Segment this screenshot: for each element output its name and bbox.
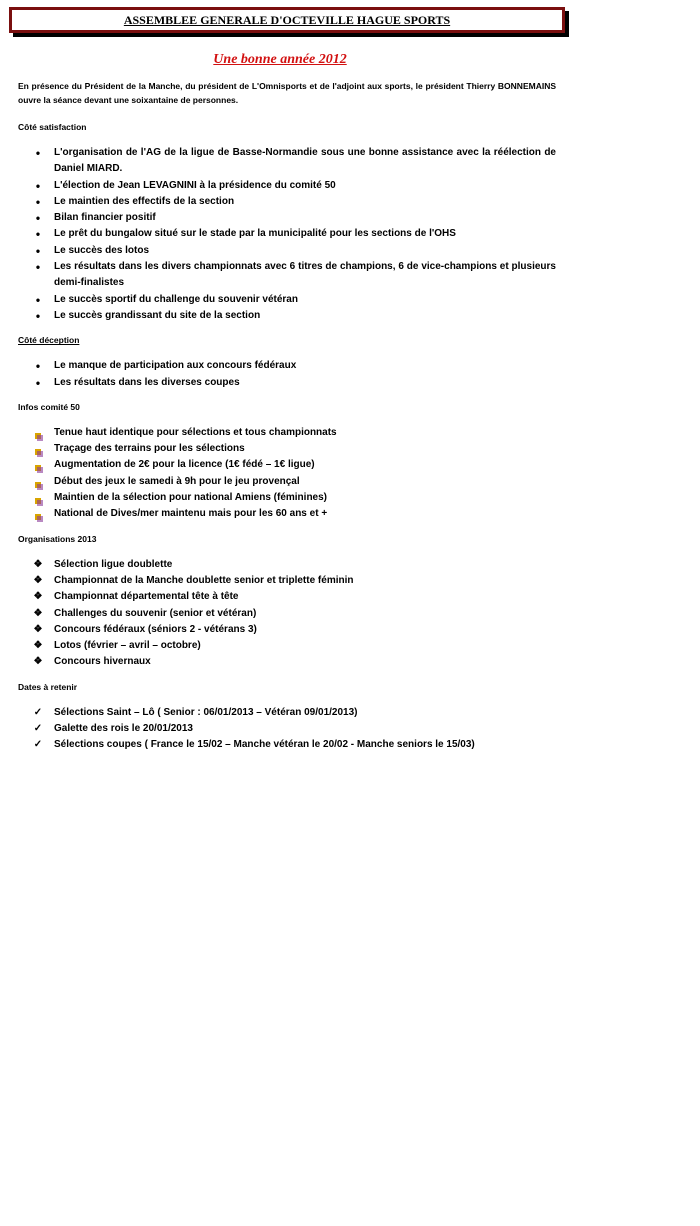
list-item	[18, 308, 556, 324]
list-item-text: Les résultats dans les diverses coupes	[54, 376, 240, 388]
diamond-marker-icon	[31, 606, 45, 622]
section-heading-cote-satisfaction: Côté satisfaction	[18, 122, 87, 132]
list-item	[18, 557, 556, 573]
list-item-text: Bilan financier positif	[54, 212, 156, 224]
list-item	[18, 259, 556, 292]
list-item	[18, 425, 556, 441]
list-item-text: Le manque de participation aux concours fédéraux	[54, 360, 297, 372]
list-item-text: Challenges du souvenir (senior et vétéran)	[54, 607, 257, 619]
list-item-text: Sélection ligue doublette	[54, 558, 173, 570]
list-item	[18, 375, 556, 391]
section-heading-infos-comite-50: Infos comité 50	[18, 401, 80, 412]
list-item-text: National de Dives/mer maintenu mais pour les 60 ans et +	[54, 508, 328, 520]
list-item	[18, 178, 556, 194]
bullet-marker-icon	[31, 145, 45, 163]
list-item-text: Augmentation de 2€ pour la licence (1€ fédé – 1€ ligue)	[54, 459, 315, 471]
list-item	[18, 226, 556, 242]
section-heading-dates-a-retenir: Dates à retenir	[18, 681, 78, 692]
section-heading-organisations-2013: Organisations 2013	[18, 533, 97, 544]
section-list-cote-deception	[18, 358, 556, 391]
list-item	[18, 358, 556, 374]
list-item-text: Les résultats dans les divers championnats avec 6 titres de champions, 6 de vice-champions et plusieurs demi-finalistes	[54, 261, 556, 289]
list-item-text: L'organisation de l'AG de la ligue de Basse-Normandie sous une bonne assistance avec la réélection de Daniel MIARD.	[54, 147, 556, 175]
list-item-text: Sélections Saint – Lô ( Senior : 06/01/2013 – Vétéran 09/01/2013)	[54, 706, 358, 718]
section-list-cote-satisfaction	[18, 145, 556, 324]
list-item-text: Concours fédéraux (séniors 2 - vétérans 3)	[54, 623, 257, 635]
list-item	[18, 721, 556, 737]
list-item	[18, 705, 556, 721]
list-item	[18, 606, 556, 622]
list-item-text: Le succès des lotos	[54, 244, 150, 256]
list-item	[18, 490, 556, 506]
intro-paragraph: En présence du Président de la Manche, du président de L'Omnisports et de l'adjoint aux sports, le président Thierry BONNEMAINS ouvre la séance devant une soixantaine de personnes.	[18, 81, 556, 105]
list-item-text: Traçage des terrains pour les sélections	[54, 443, 245, 455]
list-item	[18, 737, 556, 753]
list-item	[18, 654, 556, 670]
diamond-marker-icon	[31, 654, 45, 670]
list-item	[18, 441, 556, 457]
list-item	[18, 638, 556, 654]
list-item	[18, 194, 556, 210]
list-item-text: Tenue haut identique pour sélections et tous championnats	[54, 426, 337, 438]
section-list-dates-a-retenir	[18, 705, 556, 754]
section-list-infos-comite-50	[18, 425, 556, 523]
list-item	[18, 243, 556, 259]
document-title: ASSEMBLEE GENERALE D'OCTEVILLE HAGUE SPORTS	[123, 12, 451, 27]
diamond-marker-icon	[31, 573, 45, 589]
bullet-marker-icon	[31, 259, 45, 277]
list-item-text: Concours hivernaux	[54, 656, 151, 668]
check-marker-icon	[31, 737, 45, 753]
square-marker-icon	[31, 510, 45, 526]
list-item	[18, 145, 556, 178]
list-item	[18, 292, 556, 308]
diamond-marker-icon	[31, 557, 45, 573]
list-item	[18, 589, 556, 605]
diamond-marker-icon	[31, 638, 45, 654]
list-item-text: Lotos (février – avril – octobre)	[54, 640, 201, 652]
list-item	[18, 622, 556, 638]
list-item	[18, 474, 556, 490]
diamond-marker-icon	[31, 589, 45, 605]
bullet-marker-icon	[31, 375, 45, 393]
list-item	[18, 210, 556, 226]
list-item-text: Maintien de la sélection pour national Amiens (féminines)	[54, 492, 328, 504]
check-marker-icon	[31, 705, 45, 721]
list-item-text: L'élection de Jean LEVAGNINI à la présidence du comité 50	[54, 179, 336, 191]
document-body	[18, 79, 556, 754]
list-item-text: Début des jeux le samedi à 9h pour le jeu provençal	[54, 475, 300, 487]
section-list-organisations-2013	[18, 557, 556, 671]
list-item-text: Le succès sportif du challenge du souvenir vétéran	[54, 293, 298, 305]
list-item	[18, 506, 556, 522]
check-marker-icon	[31, 721, 45, 737]
diamond-marker-icon	[31, 622, 45, 638]
title-box	[9, 7, 565, 33]
bullet-marker-icon	[31, 308, 45, 326]
list-item-text: Championnat de la Manche doublette senior et triplette féminin	[54, 574, 354, 586]
document-subtitle: Une bonne année 2012	[213, 52, 347, 67]
list-item-text: Galette des rois le 20/01/2013	[54, 723, 193, 735]
list-item-text: Le prêt du bungalow situé sur le stade par la municipalité pour les sections de l'OHS	[54, 228, 456, 240]
list-item-text: Le maintien des effectifs de la section	[54, 195, 235, 207]
list-item-text: Sélections coupes ( France le 15/02 – Manche vétéran le 20/02 - Manche seniors le 15/03)	[54, 739, 475, 751]
list-item-text: Championnat départemental tête à tête	[54, 591, 239, 603]
list-item-text: Le succès grandissant du site de la section	[54, 309, 261, 321]
list-item	[18, 457, 556, 473]
list-item	[18, 573, 556, 589]
section-heading-cote-deception: Côté déception	[18, 335, 80, 346]
